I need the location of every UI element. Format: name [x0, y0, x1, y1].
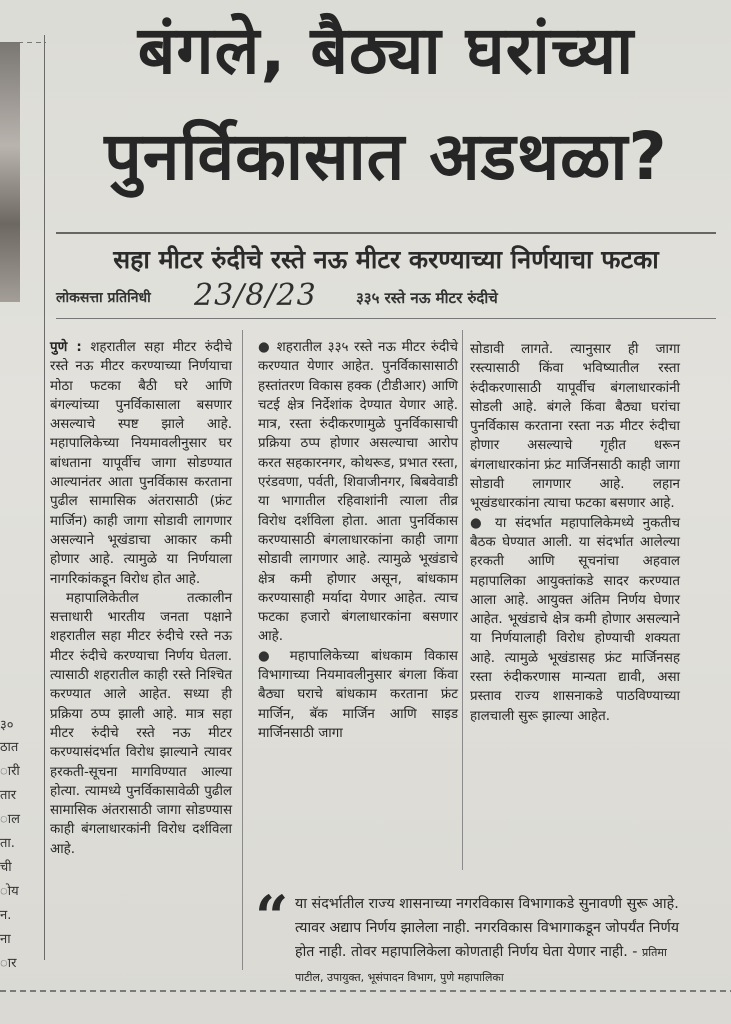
article-paragraph: ● या संदर्भात महापालिकेमध्ये नुकतीच बैठक घेण्यात आली. या संदर्भात आलेल्या हरकती आणि सूचनांचा अहवाल महापालिका आयुक्तांकडे सादर करण्यात आला आहे. आयुक्त अंतिम निर्णय घेणार आहेत. भूखंडाचे क्षेत्र कमी होणार असल्याने या निर्णयालाही विरोध होण्याची शक्यता आहे. त्यामुळे भूखंडासह फ्रंट मार्जिनसह रस्ता रुंदीकरणास मान्यता द्यावी, असा प्रस्ताव राज्य शासनाकडे पाठविण्याच्या हालचाली सुरू झाल्या आहेत. [470, 514, 680, 726]
article-paragraph: ● महापालिकेच्या बांधकाम विकास विभागाच्या नियमावलीनुसार बंगला किंवा बैठ्या घराचे बांधकाम करताना फ्रंट मार्जिन, बॅक मार्जिन आणि साइड मार्जिनसाठी जागा [258, 647, 458, 743]
column-divider [242, 330, 243, 970]
dateline: पुणे : [50, 340, 82, 355]
subheadline-rule [56, 232, 716, 234]
dashed-rule [0, 990, 731, 992]
pull-quote-text [295, 892, 695, 990]
adjacent-text-fragment: ची [0, 860, 12, 875]
headline-line-2: पुनर्विकासात अडथळा? [104, 118, 668, 195]
article-paragraph: महापालिकेतील तत्कालीन सत्ताधारी भारतीय जनता पक्षाने शहरातील सहा मीटर रुंदीचे रस्ते नऊ मीटर रुंदीचे करण्याचा निर्णय घेतला. त्यासाठी शहरातील काही रस्ते निश्चित करण्यात आले आहेत. सध्या ही प्रक्रिया ठप्प झाली आहे. मात्र सहा मीटर रुंदीचे रस्ते नऊ मीटर करण्यासंदर्भात विरोध झाल्याने त्यावर हरकती-सूचना मागविण्यात आल्या होत्या. त्यामध्ये पुनर्विकासावेळी पुढील सामासिक अंतरासाठी जागा सोडण्यास काही बंगलाधारकांनी विरोध दर्शविला आहे. [50, 590, 232, 857]
article-column-3 [470, 340, 680, 726]
adjacent-text-fragment: ना [0, 932, 11, 947]
column-divider [44, 35, 45, 960]
adjacent-text-fragment: ारी [0, 764, 20, 779]
adjacent-text-fragment: न. [0, 908, 12, 923]
article-paragraph [50, 338, 232, 589]
adjacent-text-fragment: ाल [0, 812, 20, 827]
article-paragraph: सोडावी लागते. त्यानुसार ही जागा रस्त्यासाठी किंवा भविष्यातील रस्ता रुंदीकरणासाठी यापूर्वीच बंगलाधारकांनी सोडली आहे. बंगले किंवा बैठ्या घरांचा पुनर्विकास करताना रस्ता नऊ मीटर रुंदीचा होणार असल्याचे गृहीत धरून बंगलाधारकांना फ्रंट मार्जिनसाठी काही जागा सोडावी लागणार आहे. लहान भूखंडधारकांना त्याचा फटका बसणार आहे. [470, 342, 680, 512]
adjacent-text-fragment: ोय [0, 884, 19, 899]
byline: लोकसत्ता प्रतिनिधी [56, 290, 151, 306]
kicker: ३३५ रस्ते नऊ मीटर रुंदीचे [356, 289, 498, 307]
quote-body: या संदर्भातील राज्य शासनाच्या नगरविकास विभागाकडे सुनावणी सुरू आहे. त्यावर अद्याप निर्णय झालेला नाही. नगरविकास विभागाकडून जोपर्यंत निर्णय होत नाही. तोवर महापालिकेला कोणताही निर्णय घेता येणार नाही. - [295, 896, 680, 960]
byline-rule [56, 318, 716, 319]
adjacent-text-fragment: ार [0, 956, 17, 971]
adjacent-text-fragment: तार [0, 788, 17, 803]
adjacent-article-strip [0, 20, 48, 1020]
quote-mark-icon: “ [255, 883, 289, 951]
column-divider [462, 330, 463, 870]
adjacent-text-fragment: ठात [0, 740, 19, 755]
adjacent-text-fragment: ३० [0, 718, 14, 733]
quote-attribution: प्रतिमा पाटील, उपायुक्त, भूसंपादन विभाग, पुणे महापालिका [295, 946, 667, 984]
adjacent-text-fragment: ता. [0, 836, 15, 851]
byline-row [56, 278, 716, 318]
article-column-2 [258, 338, 458, 743]
adjacent-photo [0, 42, 20, 302]
article-paragraph: ● शहरातील ३३५ रस्ते नऊ मीटर रुंदीचे करण्यात येणार आहेत. पुनर्विकासासाठी हस्तांतरण विकास हक्क (टीडीआर) आणि चटई क्षेत्र निर्देशांक देण्यात येणार आहे. मात्र, रस्ता रुंदीकरणामुळे पुनर्विकासाची प्रक्रिया ठप्प होणार असल्याचा आरोप करत सहकारनगर, कोथरूड, प्रभात रस्ता, एरंडवणा, पर्वती, शिवाजीनगर, बिबवेवाडी या भागातील रहिवाशांनी त्याला तीव्र विरोध दर्शविला होता. आता पुनर्विकास करण्यासाठी बंगलाधारकांना काही जागा सोडावी लागणार आहे. त्यामुळे भूखंडाचे क्षेत्र कमी होणार असून, बांधकाम करण्यासाही मर्यादा येणार आहेत. त्याच फटका हजारो बंगलाधारकांना बसणार आहे. [258, 338, 458, 647]
handwritten-date: 23/8/23 [194, 278, 317, 313]
headline-line-1: बंगले, बैठ्या घरांच्या [137, 12, 635, 89]
article-column-1 [50, 338, 232, 859]
paragraph-text: शहरातील सहा मीटर रुंदीचे रस्ते नऊ मीटर करण्याच्या निर्णयाचा मोठा फटका बैठी घरे आणि बंगल्यांच्या पुनर्विकासाला बसणार असल्याचे स्पष्ट झाले आहे. महापालिकेच्या नियमावलीनुसार घर बांधताना यापूर्वीच जागा सोडण्यात आल्यानंतर आता पुनर्विकास करताना पुढील सामासिक अंतरासाठी (फ्रंट मार्जिन) काही जागा सोडावी लागणार असल्याने भूखंडाचा आकार कमी होणार आहे. त्यामुळे या निर्णयाला नागरिकांकडून विरोध होत आहे. [50, 340, 232, 587]
subheadline: सहा मीटर रुंदीचे रस्ते नऊ मीटर करण्याच्या निर्णयाचा फटका [113, 245, 659, 274]
